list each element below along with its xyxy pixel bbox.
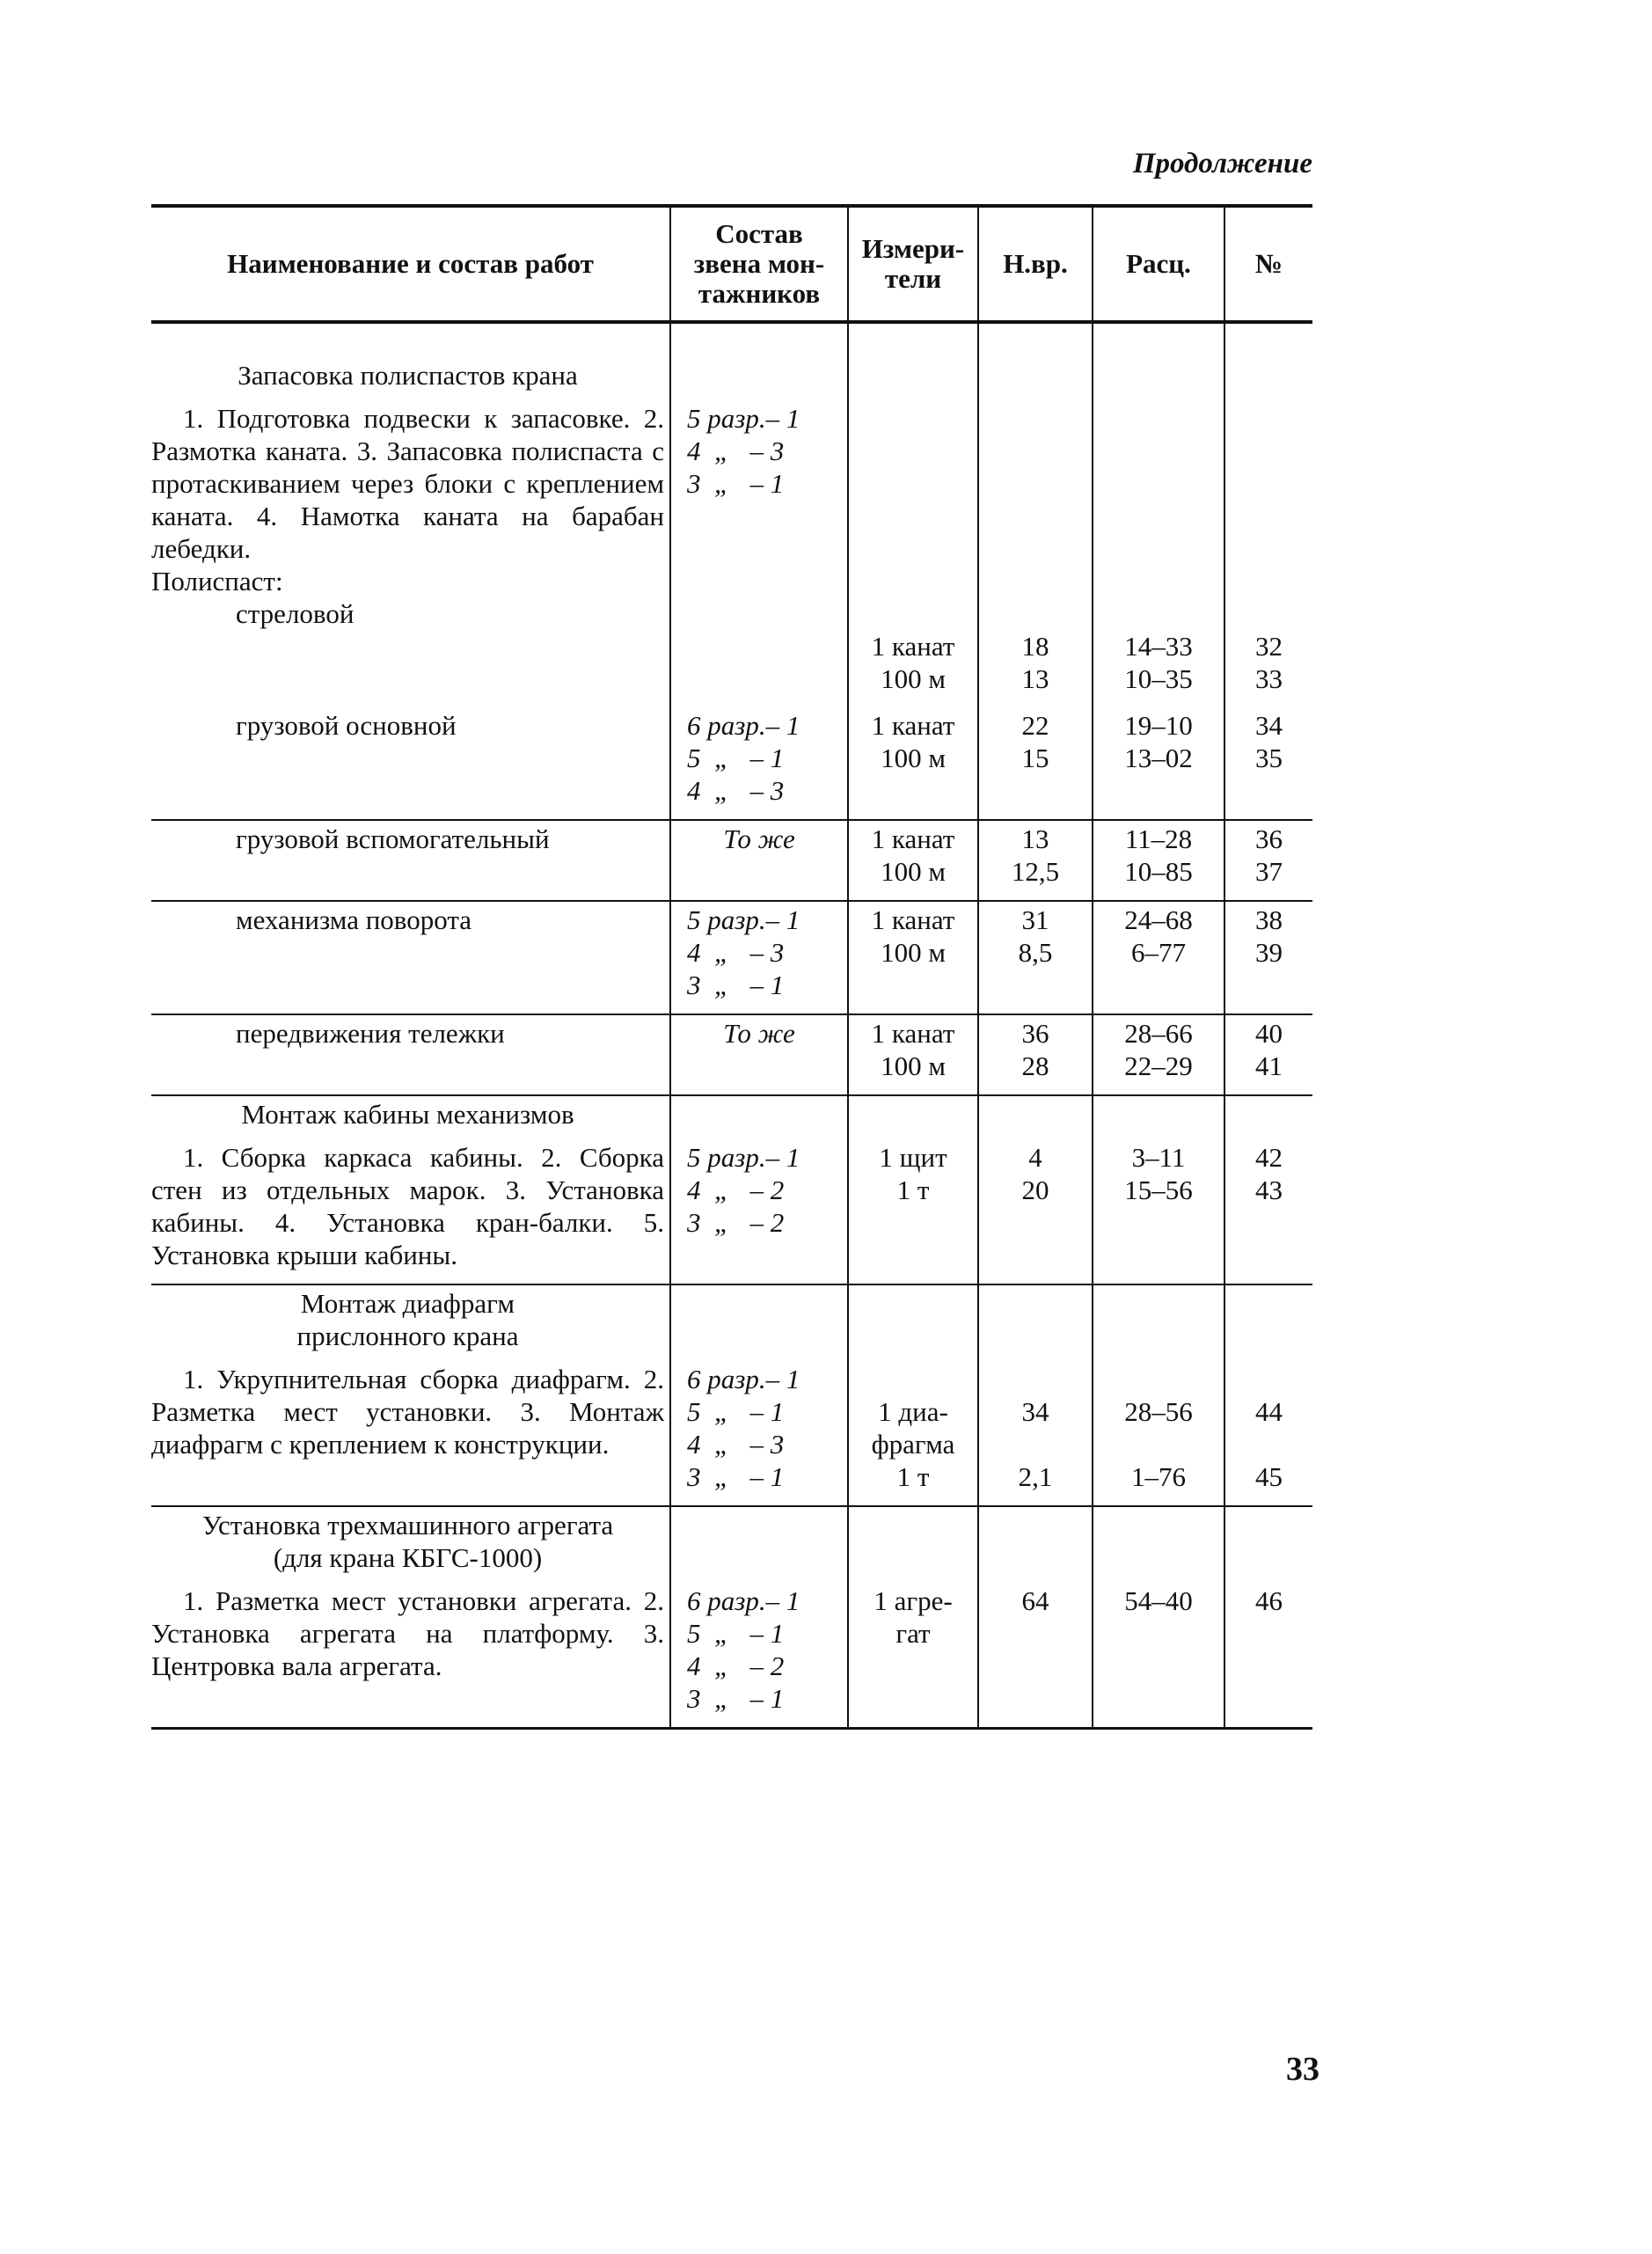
continuation-label: Продолжение — [1132, 148, 1312, 179]
table-row — [151, 901, 1312, 1014]
section-title: Запасовка полиспастов крана — [238, 360, 578, 391]
section-description: 1. Разметка мест установки агрегата. 2. Установка агрегата на платформу. 3. Центровка вала агрегата. — [151, 1585, 664, 1681]
table-row — [151, 322, 1312, 707]
number-cell: 38 39 — [1255, 904, 1283, 968]
units-cell: 1 канат 100 м — [871, 823, 955, 887]
row-name: передвижения тележки — [236, 1018, 505, 1049]
units-cell: 1 канат 100 м — [871, 710, 955, 773]
table-row — [151, 1014, 1312, 1095]
rate-cell: 11–28 10–85 — [1124, 823, 1193, 887]
section-description: 1. Подготовка подвески к запасовке. 2. Размотка каната. 3. Запасовка полиспаста с протаскиванием через блоки с креплением каната. 4. Намотка каната на барабан лебедки. — [151, 403, 664, 564]
crew-composition: То же — [723, 823, 795, 854]
section-description: 1. Сборка каркаса кабины. 2. Сборка стен из отдельных марок. 3. Установка кабины. 4. Установка кран-балки. 5. Установка крыши кабины. — [151, 1142, 664, 1270]
number-cell: 40 41 — [1255, 1018, 1283, 1081]
header-no: № — [1224, 206, 1312, 322]
nvr-cell: 4 20 — [1021, 1142, 1049, 1205]
nvr-cell: 22 15 — [1021, 710, 1049, 773]
number-cell: 42 43 — [1255, 1142, 1283, 1205]
nvr-cell: 36 28 — [1021, 1018, 1049, 1081]
table-row — [151, 1506, 1312, 1729]
table-row — [151, 820, 1312, 901]
rate-cell: 28–66 22–29 — [1124, 1018, 1193, 1081]
header-nvr: Н.вр. — [978, 206, 1093, 322]
header-name: Наименование и состав работ — [151, 206, 670, 322]
table-header-row — [151, 206, 1312, 322]
crew-composition: 6 разр.– 1 5 „ – 1 4 „ – 3 — [687, 710, 800, 806]
row-name: стреловой — [236, 598, 355, 629]
section-title: Монтаж диафрагм прислонного крана — [296, 1288, 519, 1351]
row-name: грузовой основной — [236, 710, 457, 741]
nvr-cell: 18 13 — [1021, 631, 1049, 694]
number-cell: 32 33 — [1255, 631, 1283, 694]
number-cell: 34 35 — [1255, 710, 1283, 773]
rate-cell: 24–68 6–77 — [1124, 904, 1193, 968]
rate-cell: 54–40 — [1124, 1585, 1193, 1616]
page-number: 33 — [1286, 2051, 1319, 2088]
row-name: грузовой вспомогательный — [236, 823, 550, 854]
row-name: механизма поворота — [236, 904, 472, 935]
rate-cell: 3–11 15–56 — [1124, 1142, 1193, 1205]
units-cell: 1 канат 100 м — [871, 904, 955, 968]
section-description: 1. Укрупнительная сборка диафрагм. 2. Разметка мест установки. 3. Монтаж диафрагм с креплением к конструкции. — [151, 1364, 664, 1460]
section-title: Установка трехмашинного агрегата (для крана КБГС-1000) — [201, 1510, 614, 1573]
nvr-cell: 31 8,5 — [1018, 904, 1053, 968]
table-row — [151, 1095, 1312, 1284]
table-row — [151, 707, 1312, 820]
nvr-cell: 64 — [1021, 1585, 1049, 1616]
section-title: Монтаж кабины механизмов — [241, 1099, 574, 1130]
crew-composition: 6 разр.– 1 5 „ – 1 4 „ – 2 3 „ – 1 — [687, 1585, 800, 1714]
units-cell: 1 агре- гат — [874, 1585, 953, 1649]
header-units: Измери- тели — [848, 206, 978, 322]
number-cell: 46 — [1255, 1585, 1283, 1616]
header-rate: Расц. — [1093, 206, 1224, 322]
units-cell: 1 диа- фрагма 1 т — [871, 1396, 955, 1492]
table-row — [151, 1284, 1312, 1506]
crew-composition: 6 разр.– 1 5 „ – 1 4 „ – 3 3 „ – 1 — [687, 1364, 800, 1492]
rate-cell: 19–10 13–02 — [1124, 710, 1193, 773]
number-cell: 36 37 — [1255, 823, 1283, 887]
units-cell: 1 канат 100 м — [871, 1018, 955, 1081]
norms-table — [151, 204, 1312, 1730]
crew-composition: 5 разр.– 1 4 „ – 2 3 „ – 2 — [687, 1142, 800, 1238]
polyspast-label: Полиспаст: — [151, 566, 283, 596]
crew-composition: 5 разр.– 1 4 „ – 3 3 „ – 1 — [687, 403, 800, 499]
number-cell: 44 45 — [1255, 1396, 1283, 1492]
rate-cell: 14–33 10–35 — [1124, 631, 1193, 694]
units-cell: 1 щит 1 т — [879, 1142, 947, 1205]
nvr-cell: 34 2,1 — [1018, 1396, 1053, 1492]
units-cell: 1 канат 100 м — [871, 631, 955, 694]
crew-composition: То же — [723, 1018, 795, 1049]
nvr-cell: 13 12,5 — [1011, 823, 1060, 887]
rate-cell: 28–56 1–76 — [1124, 1396, 1193, 1492]
header-crew: Состав звена мон- тажников — [670, 206, 848, 322]
crew-composition: 5 разр.– 1 4 „ – 3 3 „ – 1 — [687, 904, 800, 1000]
